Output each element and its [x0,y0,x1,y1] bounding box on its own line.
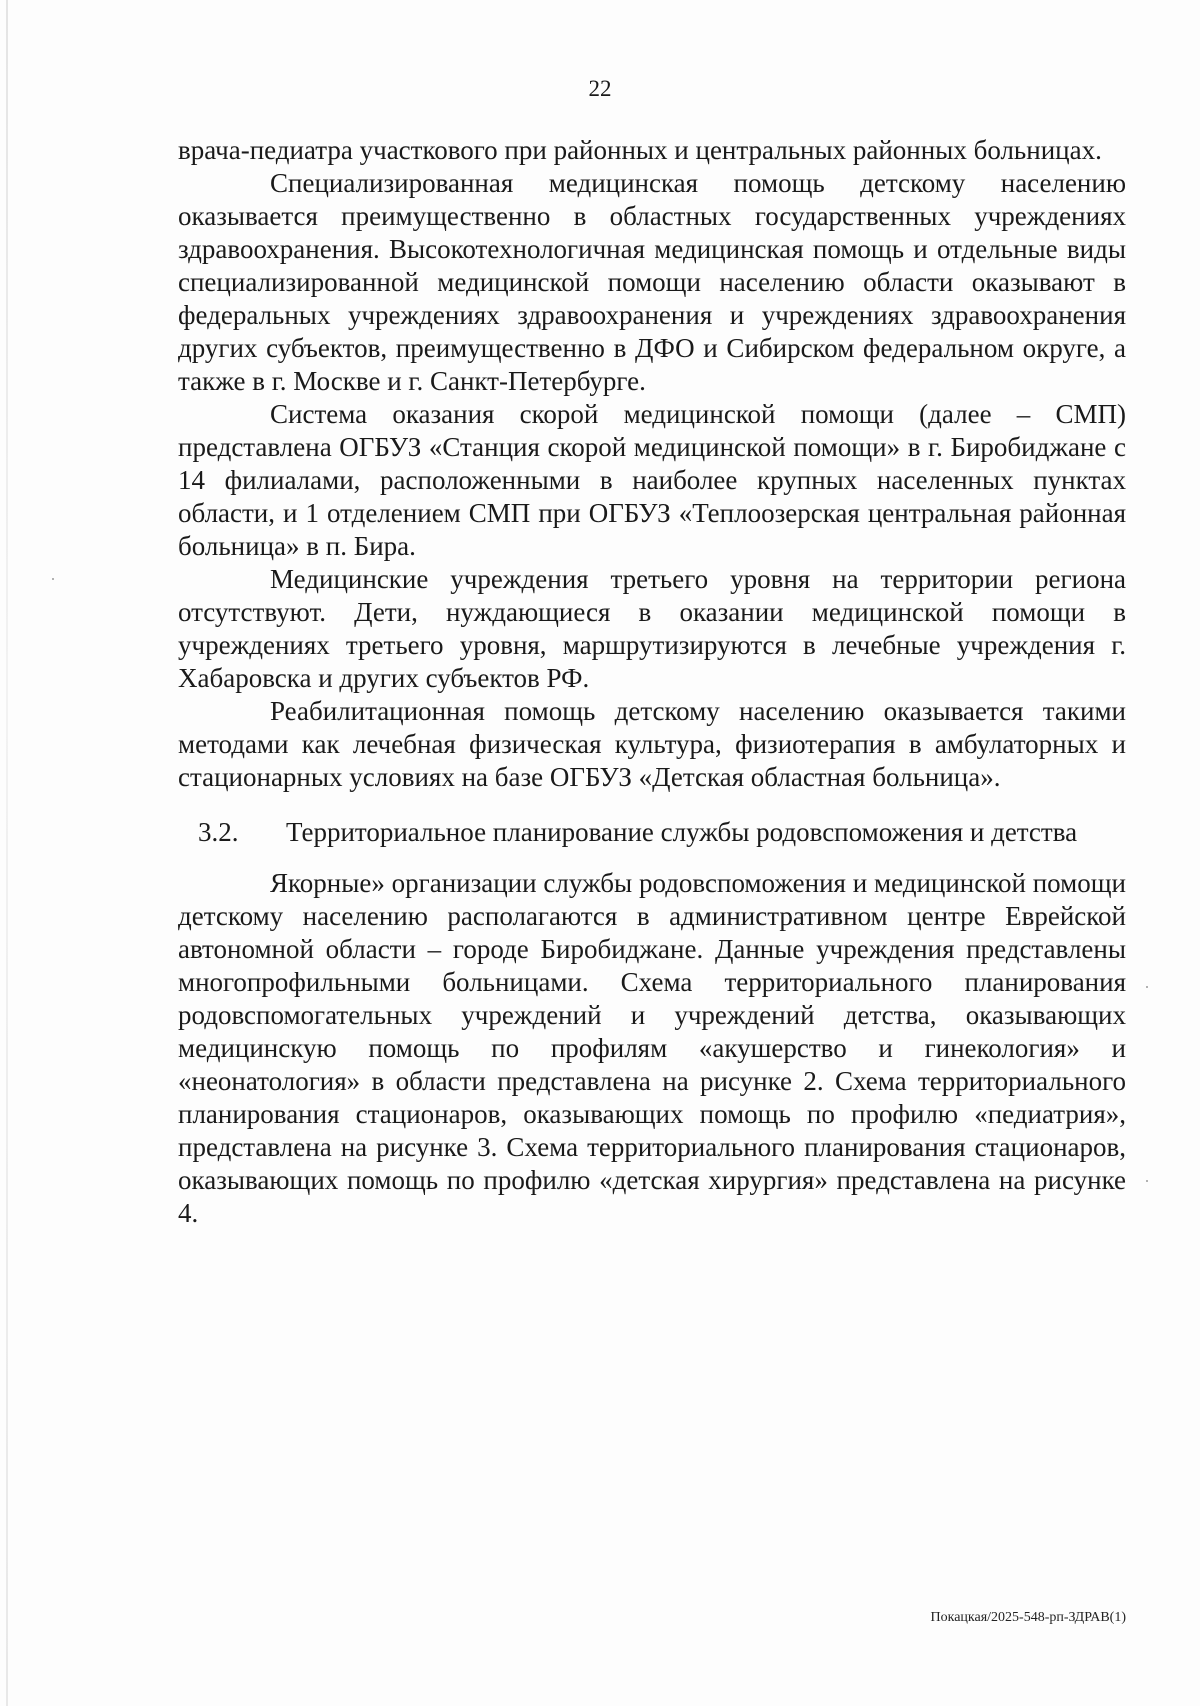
section-heading [178,816,1126,849]
section-number: 3.2. [198,817,239,847]
paragraph-continuation: врача-педиатра участкового при районных и центральных районных больницах. [178,135,1102,165]
scan-speck [1146,986,1148,988]
page-number: 22 [588,76,612,101]
paragraph-specialized-care: Специализированная медицинская помощь детскому населению оказывается преимущественно в областных государственных учреждениях здравоохранения. Высокотехнологичная медицинская помощь и отдельные виды специализированной медицинской помощи населению области оказывают в федеральных учреждениях здравоохранения и учреждениях здравоохранения других субъектов, преимущественно в ДФО и Сибирском федеральном округе, а также в г. Москве и г. Санкт-Петербурге. [178,168,1126,396]
scan-edge [6,0,8,1706]
footer-document-code: Покацкая/2025-548-рп-ЗДРАВ(1) [930,1610,1126,1625]
section-title: Территориальное планирование службы родовспоможения и детства [286,817,1078,847]
document-body [178,134,1126,1230]
scan-speck [52,578,54,580]
paragraph-emergency-care: Система оказания скорой медицинской помощи (далее – СМП) представлена ОГБУЗ «Станция скорой медицинской помощи» в г. Биробиджане с 14 филиалами, расположенными в наиболее крупных населенных пунктах области, и 1 отделением СМП при ОГБУЗ «Теплоозерская центральная районная больница» в п. Бира. [178,399,1126,561]
scan-speck [1146,1180,1148,1182]
paragraph-rehabilitation: Реабилитационная помощь детскому населению оказывается такими методами как лечебная физическая культура, физиотерапия в амбулаторных и стационарных условиях на базе ОГБУЗ «Детская областная больница». [178,696,1126,792]
paragraph-anchor-organizations: Якорные» организации службы родовспоможения и медицинской помощи детскому населению располагаются в административном центре Еврейской автономной области – городе Биробиджане. Данные учреждения представлены многопрофильными больницами. Схема территориального планирования родовспомогательных учреждений и учреждений детства, оказывающих медицинскую помощь по профилям «акушерство и гинекология» и «неонатология» в области представлена на рисунке 2. Схема территориального планирования стационаров, оказывающих помощь по профилю «педиатрия», представлена на рисунке 3. Схема территориального планирования стационаров, оказывающих помощь по профилю «детская хирургия» представлена на рисунке 4. [178,868,1126,1228]
paragraph-third-level: Медицинские учреждения третьего уровня на территории региона отсутствуют. Дети, нуждающиеся в оказании медицинской помощи в учреждениях третьего уровня, маршрутизируются в лечебные учреждения г. Хабаровска и других субъектов РФ. [178,564,1126,693]
